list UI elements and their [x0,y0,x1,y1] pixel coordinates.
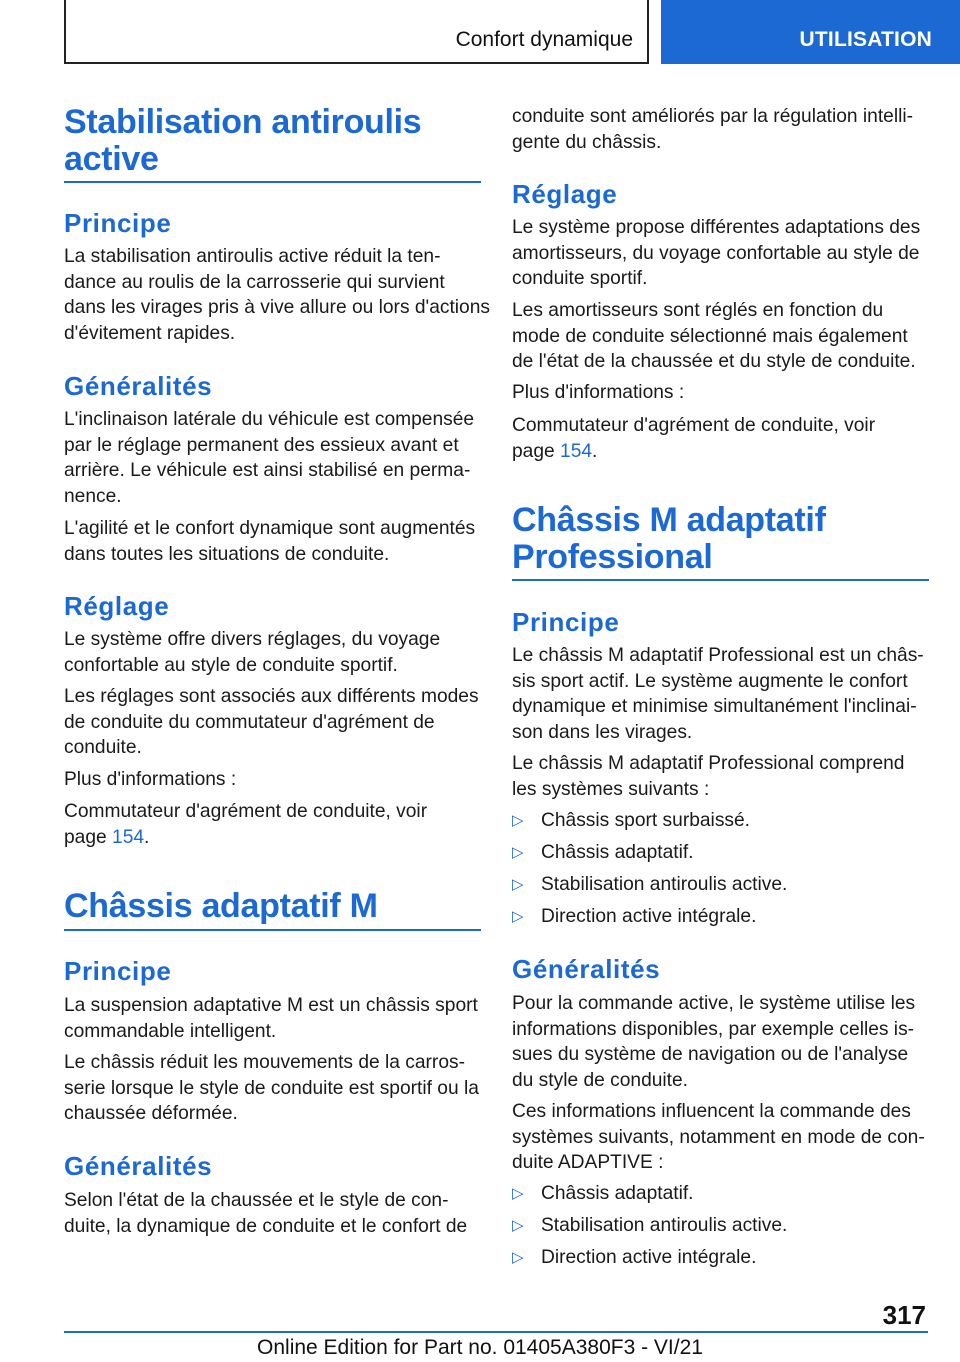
chapter-tab-label: UTILISATION [799,28,932,51]
header-section-box [64,0,649,64]
paragraph: Plus d'informations : [64,769,237,790]
triangle-bullet-icon: ▷ [512,876,524,893]
paragraph: L'agilité et le confort dynamique sont augmentés dans toutes les situations de conduite. [64,518,476,565]
page-link[interactable]: 154 [112,826,145,848]
paragraph: Commutateur d'agrément de conduite, voir page 154. [512,415,876,462]
title-line: active [64,140,159,178]
heading-generalites: Généralités [64,1151,213,1181]
paragraph: Pour la commande active, le système utilise les informations disponibles, par exemple celles is- sues du système de navigation ou de l'analyse du style de conduite. [512,993,916,1091]
heading-principe: Principe [512,607,620,637]
title-rule [512,579,929,581]
paragraph: Le système offre divers réglages, du voyage confortable au style de conduite sportif. [64,629,441,676]
triangle-bullet-icon: ▷ [512,812,524,829]
paragraph: Les réglages sont associés aux différents modes de conduite du commutateur d'agrément de conduite. [64,686,479,758]
paragraph: Commutateur d'agrément de conduite, voir page 154. [64,801,428,848]
title-line: Professional [512,538,713,576]
paragraph: La stabilisation antiroulis active réduit la ten- dance au roulis de la carrosserie qui survient dans les virages pris à vive allure ou lors d'actions d'évitement rapides. [64,246,490,344]
page-number: 317 [882,1300,926,1330]
paragraph: conduite sont améliorés par la régulation intelli- gente du châssis. [512,106,914,153]
paragraph: Plus d'informations : [512,382,685,403]
paragraph: Le système propose différentes adaptations des amortisseurs, du voyage confortable au style de conduite sportif. [512,217,921,289]
title-line: Stabilisation antiroulis [64,103,422,141]
paragraph: Le châssis réduit les mouvements de la carros- serie lorsque le style de conduite est sportif ou la chaussée déformée. [64,1052,479,1124]
triangle-bullet-icon: ▷ [512,1217,524,1234]
footer-rule [64,1331,928,1333]
heading-reglage: Réglage [512,179,618,209]
triangle-bullet-icon: ▷ [512,844,524,861]
title-rule [64,929,481,931]
chapter-tab[interactable] [661,0,960,64]
title-chassis-adaptatif: Châssis adaptatif M [64,887,378,925]
page-link[interactable]: 154 [560,440,593,462]
header-section-title: Confort dynamique [455,28,633,51]
heading-principe: Principe [64,956,172,986]
title-stabilisation [64,104,481,178]
heading-principe: Principe [64,208,172,238]
paragraph: Ces informations influencent la commande des systèmes suivants, notamment en mode de con- duite ADAPTIVE : [512,1101,925,1173]
triangle-bullet-icon: ▷ [512,1185,524,1202]
paragraph: La suspension adaptative M est un châssis sport commandable intelligent. [64,995,478,1042]
paragraph: Les amortisseurs sont réglés en fonction du mode de conduite sélectionné mais également de l'état de la chaussée et du style de conduite. [512,300,916,372]
triangle-bullet-icon: ▷ [512,1249,524,1266]
triangle-bullet-icon: ▷ [512,908,524,925]
title-chassis-m-professional [512,502,929,576]
heading-reglage: Réglage [64,591,170,621]
heading-generalites: Généralités [64,371,213,401]
footer-edition: Online Edition for Part no. 01405A380F3 - VI/21 [257,1336,703,1359]
title-line: Châssis M adaptatif [512,501,826,539]
paragraph: L'inclinaison latérale du véhicule est compensée par le réglage permanent des essieux avant et arrière. Le véhicule est ainsi stabilisé en perma- nence. [64,409,475,507]
title-rule [64,181,481,183]
paragraph: Le châssis M adaptatif Professional comprend les systèmes suivants : [512,753,905,800]
paragraph: Selon l'état de la chaussée et le style de con- duite, la dynamique de conduite et le confort de [64,1190,468,1237]
paragraph: Le châssis M adaptatif Professional est un châs- sis sport actif. Le système augmente le confort dynamique et minimise simultanément l'inclinai- son dans les virages. [512,645,924,743]
heading-generalites: Généralités [512,954,661,984]
